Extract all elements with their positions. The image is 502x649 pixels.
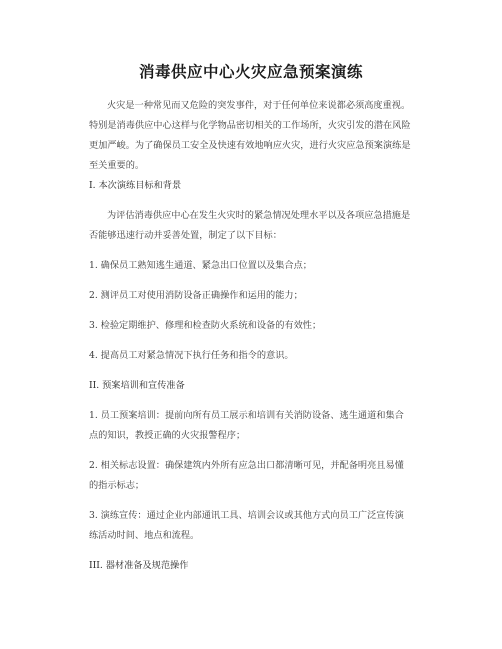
- document-title: 消毒供应中心火灾应急预案演练: [138, 63, 363, 81]
- section-1-item-2: 2. 测评员工对使用消防设备正确操作和运用的能力；: [89, 290, 303, 301]
- section-1-paragraph: 为评估消毒供应中心在发生火灾时的紧急情况处理水平以及各项应急措施是否能够迅速行动并妥善处置，制定了以下目标：: [89, 210, 411, 241]
- section-1-item-3: 3. 检验定期维护、修理和检查防火系统和设备的有效性；: [89, 320, 322, 331]
- section-2-item-3: 3. 演练宣传：通过企业内部通讯工具、培训会议或其他方式向员工广泛宣传演练活动时间、地点和流程。: [89, 510, 404, 541]
- section-3-heading: III. 器材准备及规范操作: [89, 560, 189, 571]
- section-1-heading: I. 本次演练目标和背景: [89, 180, 182, 191]
- intro-paragraph: 火灾是一种常见而又危险的突发事件，对于任何单位来说都必须高度重视。特别是消毒供应中心这样与化学物品密切相关的工作场所，火灾引发的潜在风险更加严峻。为了确保员工安全及快速有效地响应火灾，进行火灾应急预案演练是至关重要的。: [89, 100, 411, 171]
- section-2-item-1: 1. 员工预案培训：提前向所有员工展示和培训有关消防设备、逃生通道和集合点的知识，教授正确的火灾报警程序；: [89, 410, 404, 441]
- section-2-item-2: 2. 相关标志设置：确保建筑内外所有应急出口都清晰可见，并配备明亮且易懂的指示标志；: [89, 460, 404, 491]
- section-1-item-1: 1. 确保员工熟知逃生通道、紧急出口位置以及集合点；: [89, 260, 312, 271]
- section-1-item-4: 4. 提高员工对紧急情况下执行任务和指令的意识。: [89, 350, 294, 361]
- section-2-heading: II. 预案培训和宣传准备: [89, 380, 185, 391]
